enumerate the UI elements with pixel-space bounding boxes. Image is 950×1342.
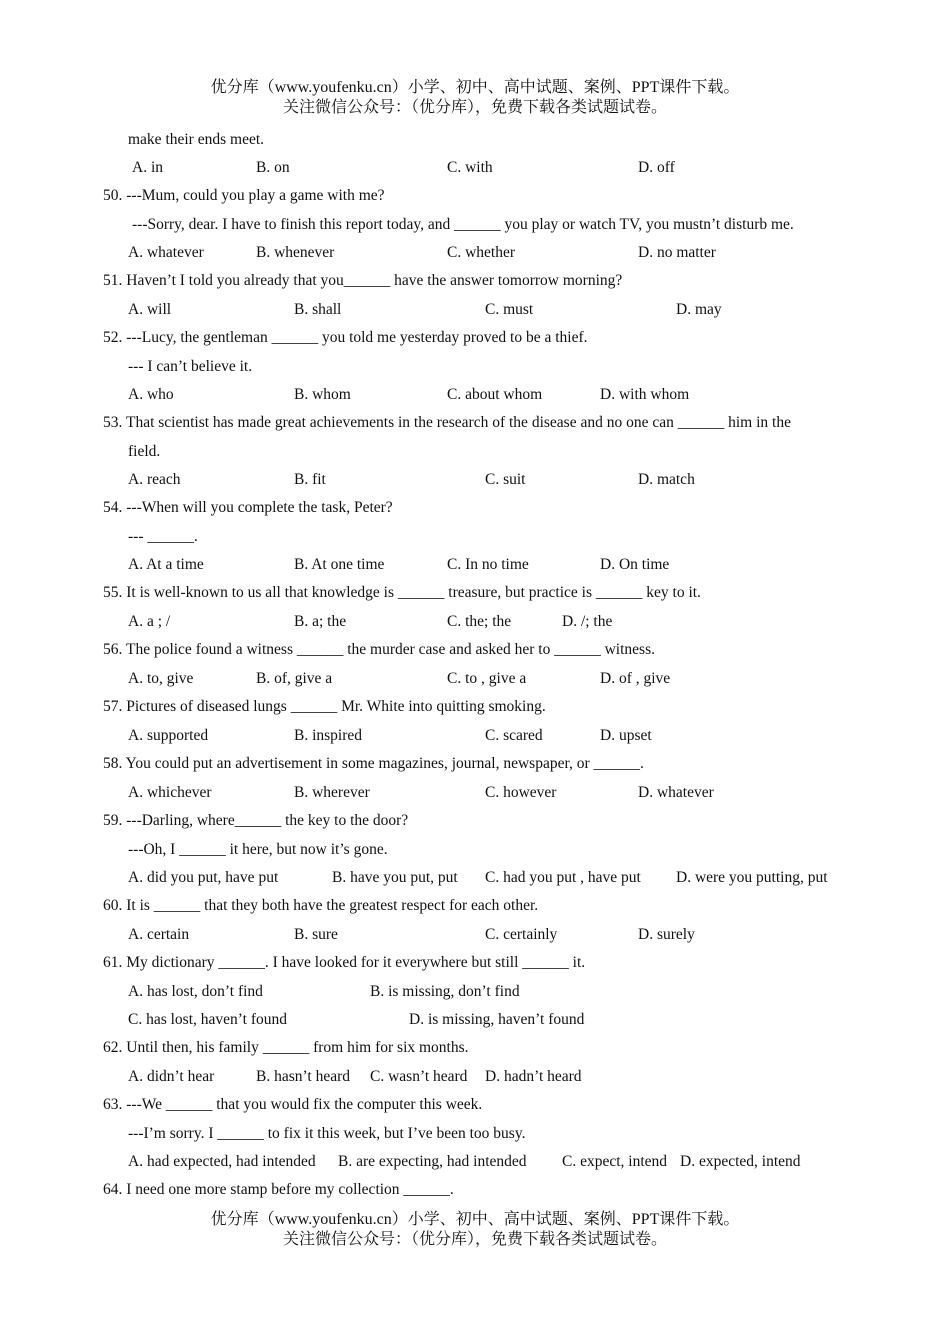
- question-51: 51. Haven’t I told you already that you______ have the answer tomorrow morning?: [103, 272, 623, 289]
- option-57-d: D. upset: [600, 727, 652, 744]
- option-56-d: D. of , give: [600, 670, 671, 687]
- option-63-a: A. had expected, had intended: [128, 1153, 316, 1170]
- question-55: 55. It is well-known to us all that knowledge is ______ treasure, but practice is ______ key to it.: [103, 584, 701, 601]
- option-58-b: B. wherever: [294, 784, 370, 801]
- question-60: 60. It is ______ that they both have the greatest respect for each other.: [103, 897, 539, 914]
- option-61-b: B. is missing, don’t find: [370, 983, 520, 1000]
- option-60-c: C. certainly: [485, 926, 558, 943]
- option-51-c: C. must: [485, 301, 534, 318]
- option-51-b: B. shall: [294, 301, 342, 318]
- option-58-c: C. however: [485, 784, 557, 801]
- footer-line-1: 优分库（www.youfenku.cn）小学、初中、高中试题、案例、PPT课件下载。: [210, 1211, 740, 1228]
- option-49-b: B. on: [256, 159, 290, 176]
- option-58-a: A. whichever: [128, 784, 212, 801]
- option-53-b: B. fit: [294, 471, 326, 488]
- option-52-a: A. who: [128, 386, 174, 403]
- option-63-c: C. expect, intend: [562, 1153, 668, 1170]
- option-54-c: C. In no time: [447, 556, 529, 573]
- header-line-1: 优分库（www.youfenku.cn）小学、初中、高中试题、案例、PPT课件下载。: [210, 79, 740, 96]
- question-59-reply: ---Oh, I ______ it here, but now it’s gone.: [128, 841, 388, 858]
- footer-line-2: 关注微信公众号：（优分库），免费下载各类试题试卷。: [282, 1231, 667, 1248]
- option-49-d: D. off: [638, 159, 675, 176]
- option-56-a: A. to, give: [128, 670, 194, 687]
- option-52-d: D. with whom: [600, 386, 690, 403]
- option-60-b: B. sure: [294, 926, 338, 943]
- question-58: 58. You could put an advertisement in some magazines, journal, newspaper, or ______.: [103, 755, 644, 772]
- question-61: 61. My dictionary ______. I have looked for it everywhere but still ______ it.: [103, 954, 586, 971]
- option-54-d: D. On time: [600, 556, 670, 573]
- option-58-d: D. whatever: [638, 784, 714, 801]
- option-49-c: C. with: [447, 159, 493, 176]
- option-59-c: C. had you put , have put: [485, 869, 641, 886]
- option-61-a: A. has lost, don’t find: [128, 983, 263, 1000]
- option-50-b: B. whenever: [256, 244, 335, 261]
- option-56-c: C. to , give a: [447, 670, 527, 687]
- question-50: 50. ---Mum, could you play a game with me?: [103, 187, 385, 204]
- question-56: 56. The police found a witness ______ the murder case and asked her to ______ witness.: [103, 641, 655, 658]
- option-62-d: D. hadn’t heard: [485, 1068, 582, 1085]
- question-64: 64. I need one more stamp before my collection ______.: [103, 1181, 454, 1198]
- header-line-2: 关注微信公众号：（优分库），免费下载各类试题试卷。: [282, 99, 667, 116]
- option-60-d: D. surely: [638, 926, 695, 943]
- option-50-a: A. whatever: [128, 244, 204, 261]
- question-53-cont: field.: [128, 443, 161, 460]
- question-52-reply: --- I can’t believe it.: [128, 358, 253, 375]
- question-57: 57. Pictures of diseased lungs ______ Mr. White into quitting smoking.: [103, 698, 546, 715]
- option-59-d: D. were you putting, put: [676, 869, 828, 886]
- option-53-a: A. reach: [128, 471, 181, 488]
- question-63: 63. ---We ______ that you would fix the computer this week.: [103, 1096, 483, 1113]
- option-57-c: C. scared: [485, 727, 543, 744]
- question-52: 52. ---Lucy, the gentleman ______ you told me yesterday proved to be a thief.: [103, 329, 588, 346]
- option-59-b: B. have you put, put: [332, 869, 458, 886]
- option-53-d: D. match: [638, 471, 695, 488]
- question-49-text-end: make their ends meet.: [128, 131, 265, 148]
- question-62: 62. Until then, his family ______ from him for six months.: [103, 1039, 469, 1056]
- option-53-c: C. suit: [485, 471, 526, 488]
- option-56-b: B. of, give a: [256, 670, 333, 687]
- option-61-c: C. has lost, haven’t found: [128, 1011, 288, 1028]
- option-52-c: C. about whom: [447, 386, 543, 403]
- option-54-a: A. At a time: [128, 556, 204, 573]
- question-53: 53. That scientist has made great achievements in the research of the disease and no one can ______ him in the: [103, 414, 791, 431]
- question-59: 59. ---Darling, where______ the key to the door?: [103, 812, 409, 829]
- option-60-a: A. certain: [128, 926, 190, 943]
- page-footer: [0, 1210, 950, 1250]
- option-49-a: A. in: [132, 159, 163, 176]
- option-51-a: A. will: [128, 301, 172, 318]
- option-50-d: D. no matter: [638, 244, 716, 261]
- question-63-reply: ---I’m sorry. I ______ to fix it this week, but I’ve been too busy.: [128, 1125, 526, 1142]
- option-55-b: B. a; the: [294, 613, 347, 630]
- option-55-a: A. a ; /: [128, 613, 171, 630]
- option-54-b: B. At one time: [294, 556, 385, 573]
- option-62-a: A. didn’t hear: [128, 1068, 215, 1085]
- option-50-c: C. whether: [447, 244, 516, 261]
- option-59-a: A. did you put, have put: [128, 869, 279, 886]
- question-50-reply: ---Sorry, dear. I have to finish this report today, and ______ you play or watch TV, you mustn’t disturb me.: [132, 216, 794, 233]
- option-55-c: C. the; the: [447, 613, 512, 630]
- option-63-d: D. expected, intend: [680, 1153, 801, 1170]
- option-63-b: B. are expecting, had intended: [338, 1153, 527, 1170]
- option-55-d: D. /; the: [562, 613, 613, 630]
- option-57-a: A. supported: [128, 727, 209, 744]
- option-51-d: D. may: [676, 301, 722, 318]
- option-52-b: B. whom: [294, 386, 351, 403]
- option-61-d: D. is missing, haven’t found: [409, 1011, 585, 1028]
- page-header: [0, 78, 950, 118]
- option-62-c: C. wasn’t heard: [370, 1068, 468, 1085]
- option-62-b: B. hasn’t heard: [256, 1068, 350, 1085]
- option-57-b: B. inspired: [294, 727, 363, 744]
- question-54-reply: --- ______.: [128, 528, 198, 545]
- question-54: 54. ---When will you complete the task, Peter?: [103, 499, 393, 516]
